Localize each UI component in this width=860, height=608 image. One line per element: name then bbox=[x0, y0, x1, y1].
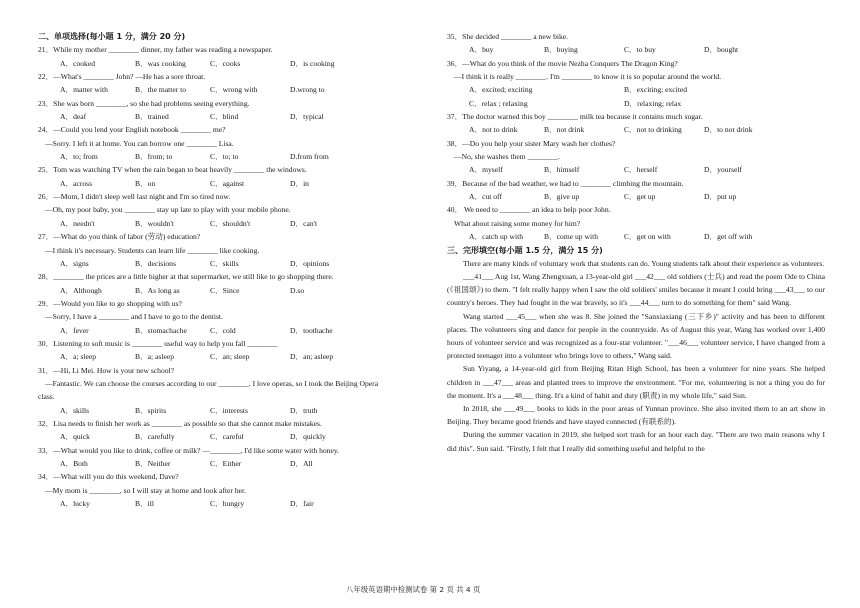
answer-option: A．cooked bbox=[60, 58, 96, 68]
answer-option: C．an; sleep bbox=[210, 352, 250, 362]
answer-option: B．was cooking bbox=[135, 58, 186, 68]
answer-options bbox=[38, 457, 433, 470]
question-text: —I think it's necessary. Students can learn life ________ like cooking. bbox=[45, 245, 260, 255]
answer-option: D．relaxing; relax bbox=[624, 98, 682, 108]
question-text: class. bbox=[38, 392, 55, 402]
passage-paragraph: There are many kinds of voluntary work that students can do. Young students talk about their experience as volunteers. bbox=[463, 258, 825, 268]
question-text: —Oh, my poor baby, you ________ stay up late to play with your mobile phone. bbox=[45, 205, 291, 215]
answer-option: B．Neither bbox=[135, 459, 171, 468]
answer-option: C．cold bbox=[210, 325, 236, 335]
question-stem: 23．She was born ________, so she had problems seeing everything. bbox=[38, 98, 250, 108]
answer-option: A．matter with bbox=[60, 85, 108, 95]
answer-option: B．trained bbox=[135, 112, 169, 122]
answer-options bbox=[447, 43, 825, 56]
answer-option: A．catch up with bbox=[469, 232, 523, 242]
answer-option: B．a; asleep bbox=[135, 352, 175, 362]
answer-option: A．myself bbox=[469, 165, 503, 175]
left-column bbox=[38, 30, 433, 510]
question-stem: 29．—Would you like to go shopping with us? bbox=[38, 298, 182, 308]
question-text: What about raising some money for him? bbox=[454, 218, 581, 228]
answer-option: B．on bbox=[135, 178, 156, 188]
question-text: —Fantastic. We can choose the courses according to our ________. I love operas, so I took the Beijing Opera bbox=[45, 378, 379, 388]
answer-option: C．blind bbox=[210, 112, 239, 122]
answer-option: A．lucky bbox=[60, 499, 90, 509]
answer-option: A．skills bbox=[60, 405, 90, 415]
question-stem: 22．—What's ________ John? —He has a sore throat. bbox=[38, 72, 206, 82]
answer-options bbox=[38, 217, 433, 230]
question-text: —My mom is ________, so I will stay at home and look after her. bbox=[45, 485, 246, 495]
answer-option: C．Either bbox=[210, 459, 242, 468]
answer-option: D．can't bbox=[290, 218, 318, 228]
answer-option: D．fair bbox=[290, 499, 314, 509]
answer-option bbox=[544, 83, 624, 96]
answer-option: D．All bbox=[290, 459, 313, 468]
answer-option: B．stomachache bbox=[135, 325, 187, 335]
answer-option: B．give up bbox=[544, 192, 580, 202]
question-text: —Sorry. I left it at home. You can borrow one ________ Lisa. bbox=[45, 138, 234, 148]
answer-option: A．not to drink bbox=[469, 125, 518, 135]
question-stem: 40． We need to ________ an idea to help poor John. bbox=[447, 205, 611, 215]
section-heading: 二、单项选择(每小题 1 分，满分 20 分) bbox=[38, 32, 186, 41]
question-stem: 34．—What will you do this weekend, Dave? bbox=[38, 472, 179, 482]
answer-options bbox=[447, 163, 825, 176]
question-stem: 28．________ the prices are a little higher at that supermarket, we still like to go shopping there. bbox=[38, 272, 334, 282]
answer-option: D．to not drink bbox=[704, 125, 753, 135]
question-stem: 26．—Mom, I didn't sleep well last night and I'm so tired now. bbox=[38, 192, 231, 202]
answer-option: B．ill bbox=[135, 499, 154, 509]
answer-options bbox=[447, 123, 825, 136]
answer-option: D．yourself bbox=[704, 165, 742, 175]
answer-option: B．carefully bbox=[135, 432, 175, 442]
answer-option: C．interests bbox=[210, 405, 248, 415]
answer-options bbox=[38, 150, 433, 163]
answer-option: A．Although bbox=[60, 285, 102, 295]
answer-option: C．to buy bbox=[624, 45, 656, 55]
answer-option: D．put up bbox=[704, 192, 737, 202]
answer-option: B．spirits bbox=[135, 405, 167, 415]
answer-option: C．to; to bbox=[210, 152, 239, 162]
question-stem: 31．—Hi, Li Mei. How is your new school? bbox=[38, 365, 175, 375]
answer-option: B．the matter to bbox=[135, 85, 187, 95]
question-stem: 35．She decided ________ a new bike. bbox=[447, 32, 569, 41]
answer-option: A．deaf bbox=[60, 112, 87, 122]
answer-option: D．an; asleep bbox=[290, 352, 334, 362]
answer-option: A．quick bbox=[60, 432, 90, 442]
answer-option: C．not to drinking bbox=[624, 125, 682, 135]
answer-option: A．a; sleep bbox=[60, 352, 97, 362]
answer-option: C．relax ; relaxing bbox=[469, 98, 528, 108]
question-stem: 21．While my mother ________ dinner, my father was reading a newspaper. bbox=[38, 45, 273, 55]
answer-option: D．toothache bbox=[290, 325, 333, 335]
answer-option: B．from; to bbox=[135, 152, 173, 162]
answer-options bbox=[38, 57, 433, 70]
answer-options bbox=[38, 350, 433, 363]
answer-options bbox=[38, 257, 433, 270]
answer-options bbox=[38, 83, 433, 96]
answer-option: B．decisions bbox=[135, 258, 176, 268]
answer-option: D．bought bbox=[704, 45, 739, 55]
answer-option: B．exciting; excited bbox=[624, 85, 688, 95]
question-stem: 25．Tom was watching TV when the rain began to beat heavily ________ the windows. bbox=[38, 165, 307, 175]
answer-option: A．buy bbox=[469, 45, 494, 55]
cloze-passage bbox=[447, 257, 825, 455]
question-text: —No, she washes them ________. bbox=[454, 152, 560, 162]
answer-option: C．skills bbox=[210, 258, 239, 268]
answer-option: B．himself bbox=[544, 165, 580, 175]
answer-options bbox=[38, 324, 433, 337]
answer-option: C．careful bbox=[210, 432, 244, 442]
answer-options bbox=[38, 404, 433, 417]
answer-options bbox=[38, 497, 433, 510]
answer-option: D．quickly bbox=[290, 432, 326, 442]
answer-option: D．truth bbox=[290, 405, 318, 415]
answer-option: C．hungry bbox=[210, 499, 245, 509]
passage-paragraph: Sun Yiyang, a 14-year-old girl from Beijing Ritan High School, has been a volunteer for nine years. She helped children in ___47___ areas and planted trees to improve the environment. "For me, volunteering is not a thing you do for the moment. It's a ___48___ thing. It's a kind of habit and duty (职责) in my whole life," said Sun. bbox=[447, 364, 825, 400]
answer-option: B．As long as bbox=[135, 285, 180, 295]
passage-paragraph: Wang started ___45___ when she was 8. She joined the "Sanxiaxiang (三下乡)" activity and has been to different places. The volunteers sing and dance for people in the countryside. As of August this year, Wang has worked over 1,400 hours of volunteer service and was recognized as a four-star volunteer. "___46___ volunteer service, I have changed from a protected teenager into a volunteer who brings love to others," Wang said. bbox=[447, 311, 825, 361]
answer-option: D.wrong to bbox=[290, 85, 325, 95]
answer-option: C．get on with bbox=[624, 232, 671, 242]
answer-options bbox=[447, 83, 825, 96]
answer-option: C．get up bbox=[624, 192, 656, 202]
answer-options bbox=[38, 177, 433, 190]
question-stem: 30．Listening to soft music is ________ useful way to help you fall ________ bbox=[38, 338, 278, 348]
question-stem: 36．—What do you think of the movie Nezha Conquers The Dragon King? bbox=[447, 58, 678, 68]
question-stem: 38．—Do you help your sister Mary wash her clothes? bbox=[447, 138, 616, 148]
answer-option: A．needn't bbox=[60, 218, 95, 228]
answer-option: C．cooks bbox=[210, 58, 241, 68]
passage-paragraph: ___41___ Aug 1st, Wang Zhengxuan, a 13-year-old girl ___42___ old soldiers (士兵) and read the poem Ode to China (《祖国颂》) to them. "I felt really happy when I saw the old soldiers' smiles because it meant I could bring ___43___ to our country's heroes. They had fought in the war bravely, so it's ___44___ turn to do something for them" said Wang. bbox=[447, 272, 825, 308]
answer-option: D．is cooking bbox=[290, 58, 335, 68]
answer-option: D．typical bbox=[290, 112, 324, 122]
answer-option: B．buying bbox=[544, 45, 578, 55]
right-column bbox=[447, 30, 825, 455]
answer-option: D．opinions bbox=[290, 258, 330, 268]
right-question-lines bbox=[447, 30, 825, 257]
answer-option: B．not drink bbox=[544, 125, 585, 135]
question-stem: 39．Because of the bad weather, we had to ________ climbing the mountain. bbox=[447, 178, 684, 188]
answer-option: C．Since bbox=[210, 285, 240, 295]
answer-options bbox=[38, 430, 433, 443]
answer-option: B．wouldn't bbox=[135, 218, 174, 228]
answer-option: A．across bbox=[60, 178, 93, 188]
answer-option: A．excited; exciting bbox=[469, 85, 533, 95]
passage-paragraph: In 2018, she ___49___ books to kids in the poor areas of Yunnan province. She also invited them to an art show in Beijing. They became good friends and have stayed connected (有联系的). bbox=[447, 404, 825, 427]
answer-option: A．cut off bbox=[469, 192, 502, 202]
section-heading: 三、完形填空(每小题 1.5 分，满分 15 分) bbox=[447, 245, 603, 255]
answer-option: D.from from bbox=[290, 152, 329, 162]
answer-options bbox=[447, 230, 825, 243]
answer-option: C．wrong with bbox=[210, 85, 258, 95]
answer-option: A．Both bbox=[60, 459, 88, 468]
answer-option: A．signs bbox=[60, 258, 89, 268]
answer-option: B．come up with bbox=[544, 232, 598, 242]
answer-options bbox=[38, 284, 433, 297]
question-stem: 33．—What would you like to drink, coffee or milk? —________, I'd like some water with honey. bbox=[38, 445, 340, 455]
page-footer: 八年级英语期中检测试卷 第 2 页 共 4 页 bbox=[346, 585, 481, 594]
answer-option: D．get off with bbox=[704, 232, 753, 242]
question-stem: 32．Lisa needs to finish her work as ________ as possible so that she cannot make mistakes. bbox=[38, 418, 322, 428]
answer-options bbox=[38, 110, 433, 123]
answer-options bbox=[447, 97, 825, 110]
question-text: —I think it is really ________. I'm ________ to know it is so popular around the world. bbox=[454, 72, 722, 82]
question-stem: 24．—Could you lend your English notebook ________ me? bbox=[38, 125, 226, 135]
answer-option: A．fever bbox=[60, 325, 89, 335]
answer-option bbox=[544, 97, 624, 110]
answer-option: C．against bbox=[210, 178, 245, 188]
answer-option: A．to; from bbox=[60, 152, 98, 162]
answer-option: D.so bbox=[290, 285, 305, 295]
question-stem: 37．The doctor warned this boy ________ milk tea because it contains much sugar. bbox=[447, 112, 703, 122]
passage-paragraph: During the summer vacation in 2019, she helped sort trash for an hour each day. "There are two main reasons why I did this". Sun said. "Firstly, I felt that I really did something useful and helpful to the bbox=[447, 430, 825, 453]
answer-options bbox=[447, 190, 825, 203]
question-stem: 27．—What do you think of labor (劳动) education? bbox=[38, 232, 201, 242]
answer-option: C．herself bbox=[624, 165, 658, 175]
answer-option: D．in bbox=[290, 178, 309, 188]
answer-option: C．shouldn't bbox=[210, 218, 251, 228]
question-text: —Sorry, I have a ________ and I have to go to the dentist. bbox=[45, 312, 223, 322]
